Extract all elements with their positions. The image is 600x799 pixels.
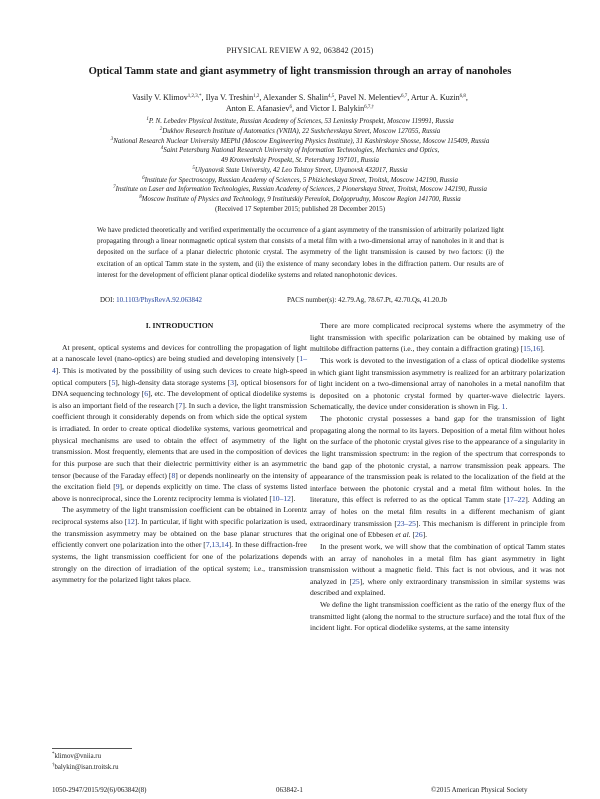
doi-line xyxy=(100,296,202,304)
paragraph: At present, optical systems and devices for controlling the propagation of light at a nanoscale level (nano-optics) are being studied and developing intensively [1–4]. This is motivated by the possibility of using such devices to create high-speed optical computers [5], high-density data storage systems [3], optical biosensors for DNA sequencing technology [6], etc. The development of optical diodelike systems is also an important field of the research [7]. In such a device, the light transmission coefficient through it considerably depends on from which side the optical system is irradiated. In order to create optical diodelike systems, various geometrical and physical mechanisms are used to obtain the effect of asymmetry of the light transmission. Most frequently, elements that are used in the composition of devices for this purpose are such that their dielectric permittivity either is an asymmetric tensor (because of the Faraday effect) [8] or depends nonlinearly on the intensity of the excitation field [9], or depends explicitly on time. The class of systems listed above is nonreciprocal, since the Lorentz reciprocity lemma is violated [10–12]. xyxy=(52,342,308,503)
author-affiliation-marks: 1,2 xyxy=(253,94,260,99)
paragraph: This work is devoted to the investigation of a class of optical diodelike systems in which giant light transmission asymmetry is realized for an arbitrary polarization of light incident on a two-dimensional array of nanoholes in a metal nanofilm that is deposited on a photonic crystal formed by quarter-wave dielectric layers. Schematically, the device under consideration is shown in Fig. 1. xyxy=(310,355,565,412)
affiliation-number: 4 xyxy=(160,146,164,152)
affiliation-number: 2 xyxy=(159,126,163,132)
affiliation-line xyxy=(20,166,580,176)
citation-link[interactable]: 23–25 xyxy=(396,518,416,528)
affiliation-line xyxy=(20,127,580,137)
footnote-divider xyxy=(52,748,132,749)
affiliation-line xyxy=(20,176,580,186)
pacs-line xyxy=(287,296,447,304)
pacs-numbers: 42.79.Ag, 78.67.Pt, 42.70.Qs, 41.20.Jb xyxy=(338,296,447,304)
affiliation-text: National Research Nuclear University MEPhI (Moscow Engineering Physics Institute), 31 Kashirskoye Shosse, Moscow 115409, Russia xyxy=(113,137,490,145)
citation-link[interactable]: 8 xyxy=(171,470,176,480)
citation-link[interactable]: 1–4 xyxy=(52,354,307,375)
author-name: Vasily V. Klimov xyxy=(132,93,188,102)
paragraph: In the present work, we will show that the combination of optical Tamm states with an array of nanoholes in a metal film has giant asymmetry in light transmission without a magnetic field. This fact is not obvious, and it was not analyzed in [25], where only extraordinary transmission in similar systems was described and explained. xyxy=(310,541,565,598)
affiliation-text: Ulyanovsk State University, 42 Leo Tolstoy Street, Ulyanovsk 432017, Russia xyxy=(194,166,408,174)
left-column xyxy=(52,320,307,586)
paragraph: We define the light transmission coefficient as the ratio of the energy flux of the transmitted light (along the normal to the structure surface) and the total flux of the incident light. For optical diodelike systems, at the same intensity xyxy=(310,600,565,633)
footnote-email[interactable]: balykin@isan.troitsk.ru xyxy=(54,764,119,771)
author-affiliation-marks: 6,8 xyxy=(459,94,466,99)
affiliation-number: 8 xyxy=(139,195,142,200)
authors-line-2: Anton E. Afanasiev$^6$, and Victor I. Balykin$^{6,7,\dagger}$ xyxy=(225,104,375,113)
received-dates: (Received 17 September 2015; published 28 December 2015) xyxy=(214,205,386,213)
author-name: Ilya V. Treshin xyxy=(205,93,254,102)
affiliation-text: Institute for Spectroscopy, Russian Academy of Sciences, 5 Phizicheskaya Street, Troitsk, Moscow 142190, Russia xyxy=(144,176,458,184)
affiliation-line xyxy=(20,156,580,166)
author-name: Alexander S. Shalin xyxy=(263,93,328,102)
footer-copyright: ©2015 American Physical Society xyxy=(431,786,528,794)
affiliation-number: 5 xyxy=(192,165,195,171)
author-affiliation-marks: 6 xyxy=(289,105,292,110)
citation-link[interactable]: 25 xyxy=(352,576,360,586)
affiliation-text: Moscow Institute of Physics and Technology, 9 Institutskiy Pereulok, Dolgoprudny, Moscow Region 141700, Russia xyxy=(141,196,461,203)
citation-link[interactable]: 9 xyxy=(115,482,120,492)
affiliation-line xyxy=(20,195,580,205)
author-affiliation-marks: 6,7 xyxy=(401,94,408,99)
citation-link[interactable]: 15,16 xyxy=(523,344,541,354)
affiliation-line xyxy=(20,146,580,156)
paragraph: The photonic crystal possesses a band gap for the transmission of light propagating along the normal to its layers. Deposition of a metal film without holes on the surface of the photonic crystal gives rise to the appearance of a singularity in the light transmission spectrum: in the region of the spectrum that corresponds to the band gap of the photonic crystal, a narrow transmission peak appears. The appearance of the transmission peak is related to the localization of the field at the interface between the photonic crystal and a metal film without holes. In the literature, this effect is referred to as the optical Tamm state [17–22]. Adding an array of holes on the metal film results in a different mechanism of giant extraordinary transmission [23–25]. This mechanism is different in principle from the original one of Ebbesen et al. [26]. xyxy=(310,414,565,540)
abstract: We have predicted theoretically and verified experimentally the occurrence of a giant asymmetry of the transmission of arbitrarily polarized light propagating through a linear nonmagnetic optical system that consists of a metal film with a two-dimensional array of nanoholes in it and that is deposited on the surface of a planar dielectric photonic crystal. The asymmetry of the light transmission is caused by two factors: (i) the excitation of an optical Tamm state in the system, and (ii) the existence of many secondary lobes in the diffraction pattern. Our results are of interest for the development of efficient planar optical diodelike systems and related nanophotonic devices. xyxy=(97,226,504,279)
paragraph: There are more complicated reciprocal systems where the asymmetry of the light transmission with specific polarization can be obtained by making use of multilobe diffraction patterns (i.e., they contain a diffraction grating) [15,16]. xyxy=(310,321,565,354)
citation-link[interactable]: 17–22 xyxy=(506,495,526,505)
authors-line-1: Vasily V. Klimov$^{1,2,3,*}$, Ilya V. Treshin$^{1,2}$, Alexander S. Shalin$^{4,5}$, Pavel N. Melentiev$^{6,7}$, Artur A. Kuzin$^{6,8}$, xyxy=(132,93,468,102)
paragraph: The asymmetry of the light transmission coefficient can be obtained in Lorentz reciprocal systems also [12]. In particular, if light with specific polarization is used, the transmission asymmetry may be obtained on the base planar structures that efficiently convert one polarization into the other [7,13,14]. In these diffraction-free systems, the light transmission coefficient for one of the polarizations depends strongly on the direction of irradiation of the optical system; i.e., transmission asymmetry for the polarized light takes place. xyxy=(52,505,308,585)
citation-link[interactable]: 7,13,14 xyxy=(205,540,229,550)
affiliation-text: P. N. Lebedev Physical Institute, Russian Academy of Sciences, 53 Leninsky Prospekt, Moscow 119991, Russia xyxy=(148,118,454,125)
author-name: Artur A. Kuzin xyxy=(410,93,460,102)
author-affiliation-marks: 1,2,3,* xyxy=(187,94,202,99)
affiliation-number: 1 xyxy=(146,117,149,122)
author-name: Anton E. Afanasiev xyxy=(225,104,290,113)
affiliation-list xyxy=(20,117,580,205)
affiliation-number: 7 xyxy=(113,185,116,191)
pacs-label: PACS number(s): xyxy=(287,296,337,304)
affiliation-number: 3 xyxy=(110,136,114,142)
footer-page-number: 063842-1 xyxy=(276,786,303,794)
affiliation-text: 49 Kronverkskiy Prospekt, St. Petersburg 197101, Russia xyxy=(221,157,379,164)
citation-link[interactable]: 6 xyxy=(144,389,149,399)
footnote-1 xyxy=(52,753,101,760)
affiliation-text: Saint Petersburg National Research University of Information Technologies, Mechanics and Optics, xyxy=(163,147,440,155)
author-name: Pavel N. Melentiev xyxy=(338,93,402,102)
affiliations xyxy=(20,117,580,215)
author-affiliation-marks: 6,7,† xyxy=(364,105,375,110)
affiliation-text: Dukhov Research Institute of Automatics (VNIIA), 22 Sushchevskaya Street, Moscow 127055, Russia xyxy=(162,127,441,135)
citation-link[interactable]: 5 xyxy=(111,377,116,387)
affiliation-number: 6 xyxy=(142,175,145,181)
affiliation-text: Institute on Laser and Information Technologies, Russian Academy of Sciences, 2 Pionerskaya Street, Troitsk, Moscow 142190, Russia xyxy=(115,186,487,194)
footnote-mark: * xyxy=(52,752,55,757)
doi-label: DOI: xyxy=(100,296,115,304)
footnote-email[interactable]: klimov@vniia.ru xyxy=(54,753,101,760)
affiliation-line xyxy=(20,117,580,127)
author-affiliation-marks: 4,5 xyxy=(328,94,335,99)
paper-title: Optical Tamm state and giant asymmetry of light transmission through an array of nanoholes xyxy=(88,66,512,77)
author-name: and Victor I. Balykin xyxy=(296,104,365,113)
citation-link[interactable]: 10–12 xyxy=(271,493,291,503)
citation-link[interactable]: 26 xyxy=(415,530,423,540)
left-column-text xyxy=(52,342,307,586)
doi-link[interactable]: 10.1103/PhysRevA.92.063842 xyxy=(116,296,203,304)
author-list xyxy=(40,92,560,114)
citation-link[interactable]: 7 xyxy=(178,400,183,410)
affiliation-line xyxy=(20,137,580,147)
citation-link[interactable]: 1 xyxy=(501,402,506,412)
right-column-text xyxy=(310,320,565,634)
citation-link[interactable]: 3 xyxy=(230,377,235,387)
citation-link[interactable]: 12 xyxy=(127,517,135,526)
footnote-mark: † xyxy=(52,763,55,768)
footnote-2 xyxy=(52,764,119,771)
journal-header: PHYSICAL REVIEW A 92, 063842 (2015) xyxy=(226,46,374,55)
section-title: I. INTRODUCTION xyxy=(145,321,214,330)
emphasis: et al. xyxy=(395,530,411,540)
affiliation-line xyxy=(20,185,580,195)
footer-issn: 1050-2947/2015/92(6)/063842(8) xyxy=(52,786,147,794)
right-column xyxy=(310,320,565,634)
